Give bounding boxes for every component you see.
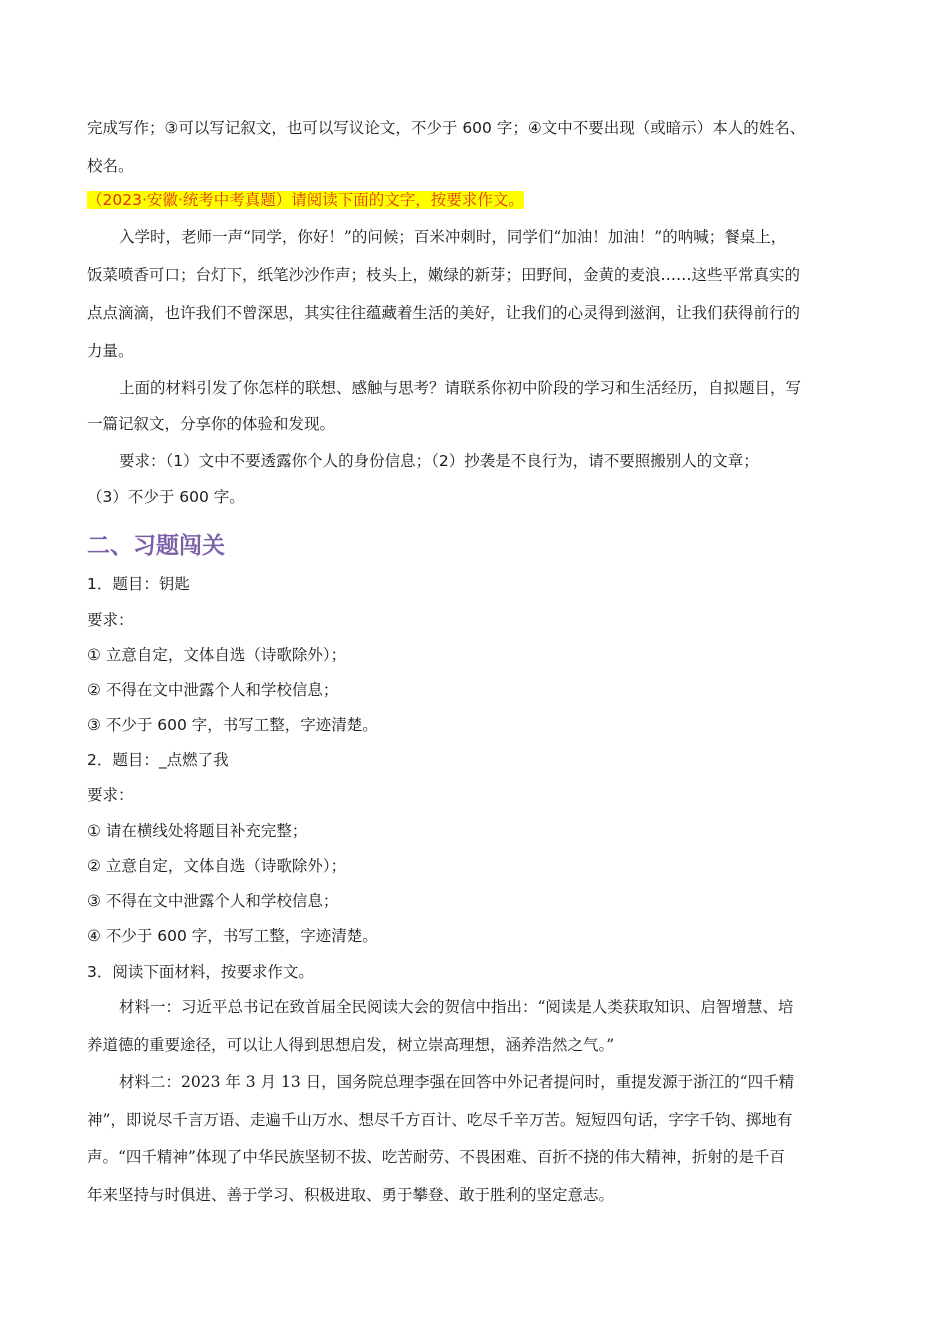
highlighted-exam-label: （2023·安徽·统考中考真题）请阅读下面的文字，按要求作文。 bbox=[87, 191, 524, 209]
q2-requirements-label: 要求： bbox=[87, 786, 134, 804]
passage-requirements-cont: （3）不少于 600 字。 bbox=[87, 488, 245, 506]
passage-line-2: 饭菜喷香可口；台灯下，纸笔沙沙作声；枝头上，嫩绿的新芽；田野间，金黄的麦浪……这些平常真实的 bbox=[87, 266, 801, 284]
section-title: 二、习题闯关 bbox=[87, 533, 225, 559]
q1-requirement-3: ③ 不少于 600 字，书写工整，字迹清楚。 bbox=[87, 716, 378, 734]
q2-requirement-4: ④ 不少于 600 字，书写工整，字迹清楚。 bbox=[87, 927, 378, 945]
intro-line-1: 完成写作；③可以写记叙文，也可以写议论文，不少于 600 字；④文中不要出现（或暗示）本人的姓名、 bbox=[87, 119, 806, 137]
intro-line-2: 校名。 bbox=[87, 157, 134, 175]
material-2-line-4: 年来坚持与时俱进、善于学习、积极进取、勇于攀登、敢于胜利的坚定意志。 bbox=[87, 1186, 615, 1204]
q2-requirement-2: ② 立意自定，文体自选（诗歌除外）； bbox=[87, 857, 347, 875]
passage-line-4: 力量。 bbox=[87, 342, 134, 360]
q1-title: 1．题目：钥匙 bbox=[87, 575, 190, 593]
q2-requirement-3: ③ 不得在文中泄露个人和学校信息； bbox=[87, 892, 339, 910]
material-2-line-1: 材料二：2023 年 3 月 13 日，国务院总理李强在回答中外记者提问时，重提发源于浙江的“四千精 bbox=[119, 1073, 795, 1091]
passage-requirements: 要求：（1）文中不要透露你个人的身份信息；（2）抄袭是不良行为，请不要照搬别人的文章； bbox=[119, 452, 759, 470]
passage-line-1: 入学时，老师一声“同学，你好！”的问候；百米冲刺时，同学们“加油！加油！”的呐喊；餐桌上， bbox=[119, 228, 787, 246]
material-1-line-2: 养道德的重要途径，可以让人得到思想启发，树立崇高理想，涵养浩然之气。” bbox=[87, 1036, 615, 1054]
q2-title: 2．题目：_点燃了我 bbox=[87, 751, 229, 769]
q1-requirements-label: 要求： bbox=[87, 611, 134, 629]
material-2-line-2: 神”，即说尽千言万语、走遍千山万水、想尽千方百计、吃尽千辛万苦。短短四句话，字字千钧、掷地有 bbox=[87, 1111, 793, 1129]
material-1-line-1: 材料一：习近平总书记在致首届全民阅读大会的贺信中指出：“阅读是人类获取知识、启智增慧、培 bbox=[119, 998, 794, 1016]
q1-requirement-2: ② 不得在文中泄露个人和学校信息； bbox=[87, 681, 339, 699]
q2-requirement-1: ① 请在横线处将题目补充完整； bbox=[87, 822, 308, 840]
exam-source-label bbox=[87, 189, 524, 211]
passage-line-3: 点点滴滴，也许我们不曾深思，其实往往蕴藏着生活的美好，让我们的心灵得到滋润，让我们获得前行的 bbox=[87, 304, 801, 322]
passage-line-5: 上面的材料引发了你怎样的联想、感触与思考？请联系你初中阶段的学习和生活经历，自拟题目，写 bbox=[119, 379, 802, 397]
material-2-line-3: 声。“四千精神”体现了中华民族坚韧不拔、吃苦耐劳、不畏困难、百折不挠的伟大精神，折射的是千百 bbox=[87, 1148, 785, 1166]
q1-requirement-1: ① 立意自定，文体自选（诗歌除外）； bbox=[87, 646, 347, 664]
q3-title: 3．阅读下面材料，按要求作文。 bbox=[87, 963, 314, 981]
passage-line-6: 一篇记叙文，分享你的体验和发现。 bbox=[87, 415, 336, 433]
